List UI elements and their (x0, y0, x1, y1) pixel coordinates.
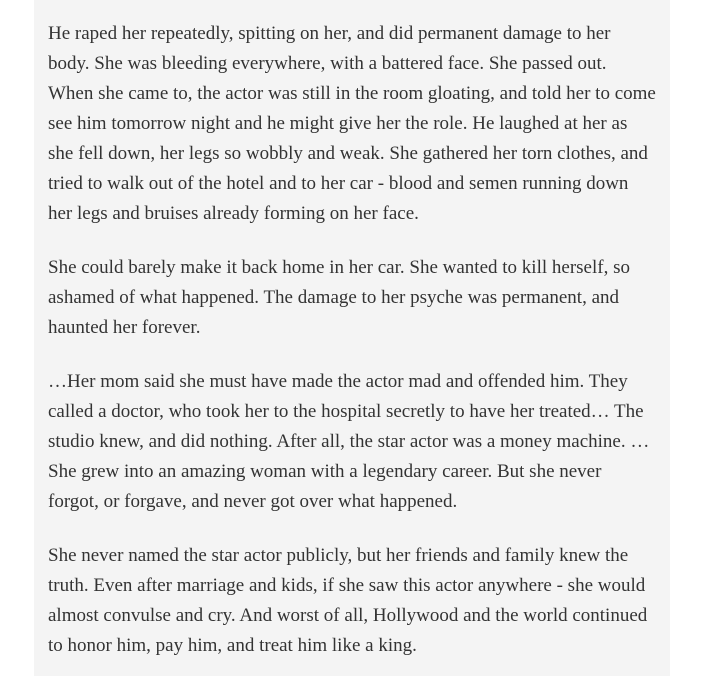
paragraph-2: She could barely make it back home in her car. She wanted to kill herself, so ashamed of what happened. The damage to her psyche was permanent, and haunted her forever. (48, 257, 630, 338)
paragraph-4: She never named the star actor publicly, but her friends and family knew the truth. Even after marriage and kids, if she saw this actor anywhere - she would almost convulse and cry. And worst of all, Hollywood and the world continued to honor him, pay him, and treat him like a king. (48, 545, 648, 656)
paragraph-3: …Her mom said she must have made the actor mad and offended him. They called a doctor, who took her to the hospital secretly to have her treated… The studio knew, and did nothing. After all, the star actor was a money machine. … She grew into an amazing woman with a legendary career. But she never forgot, or forgave, and never got over what happened. (48, 371, 650, 512)
paragraph-1: He raped her repeatedly, spitting on her, and did permanent damage to her body. She was bleeding everywhere, with a battered face. She passed out. When she came to, the actor was still in the room gloating, and told her to come see him tomorrow night and he might give her the role. He laughed at her as she fell down, her legs so wobbly and weak. She gathered her torn clothes, and tried to walk out of the hotel and to her car - blood and semen running down her legs and bruises already forming on her face. (48, 23, 656, 224)
quote-block (34, 0, 670, 676)
